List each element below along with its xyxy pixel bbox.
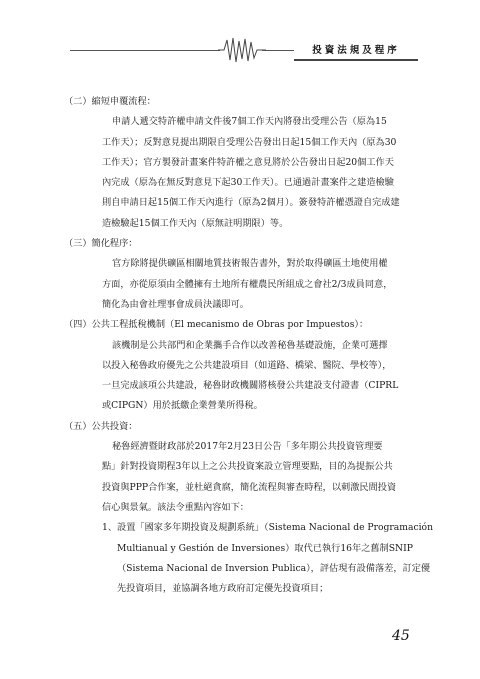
body-line: 方面，亦從原須由全體擁有土地所有權農民所組成之會社2/3成員同意， [102, 278, 393, 290]
body-line: 點」針對投資期程3年以上之公共投資案設立管理要點，目的為提振公共 [102, 461, 393, 473]
body-line: （三）簡化程序： [64, 238, 138, 250]
body-line: （四）公共工程抵稅機制（El mecanismo de Obras por Impuestos）： [64, 319, 369, 331]
body-line: 官方除將提供礦區相關地質技術報告書外，對於取得礦區土地使用權 [112, 258, 388, 270]
page-number: 45 [392, 628, 410, 644]
body-line: 一旦完成該項公共建設，秘魯財政機關將核發公共建設支付證書（CIPRL [102, 380, 399, 392]
header-wave-ornament [218, 36, 266, 64]
body-line: 或CIPGN）用於抵繳企業營業所得稅。 [102, 400, 263, 412]
body-line: 秘魯經濟暨財政部於2017年2月23日公告「多年期公共投資管理要 [112, 441, 383, 453]
header-rule-left [70, 50, 220, 51]
body-line: （二）縮短申覆流程： [64, 96, 156, 107]
body-line: 1、設置「國家多年期投資及規劃系統」（Sistema Nacional de Programación [102, 522, 434, 534]
body-line: 該機制是公共部門和企業攜手合作以改善秘魯基礎設施，企業可選擇 [112, 339, 388, 351]
body-line: （五）公共投資： [64, 420, 138, 432]
body-line: 工作天）；官方製發計畫案件特許權之意見將於公告發出日起20個工作天 [102, 156, 394, 168]
body-line: Multianual y Gestión de Inversiones）取代已執行16年之舊制SNIP [117, 542, 413, 554]
body-line: 申請人遞交特許權申請文件後7個工作天內將發出受理公告（原為15 [112, 116, 387, 128]
body-line: 內完成（原為在無反對意見下起30工作天）。已通過計畫案件之建造檢驗 [102, 177, 394, 189]
body-line: （Sistema Nacional de Inversion Publica），評估現有設備落差，訂定優 [117, 562, 431, 574]
body-line: 以投入秘魯政府優先之公共建設項目（如道路、橋梁、醫院、學校等）， [102, 359, 392, 371]
running-header-title: 投資法規及程序 [294, 42, 418, 61]
body-line: 則自申請日起15個工作天內進行（原為2個月）。簽發特許權憑證自完成建 [102, 197, 400, 209]
body-line: 信心與景氣。該法令重點內容如下： [102, 501, 249, 513]
body-line: 簡化為由會社理事會成員決議即可。 [102, 298, 249, 310]
body-line: 先投資項目，並協調各地方政府訂定優先投資項目； [117, 583, 329, 595]
document-body [64, 92, 434, 599]
body-line: 投資與PPP合作案，並杜絕貪腐，簡化流程與審查時程，以刺激民間投資 [102, 481, 397, 493]
body-line: 工作天）；反對意見提出期限自受理公告發出日起15個工作天內（原為30 [102, 136, 397, 148]
header-rule-right [262, 50, 294, 51]
body-line: 造檢驗起15個工作天內（原無註明期限）等。 [102, 217, 289, 229]
